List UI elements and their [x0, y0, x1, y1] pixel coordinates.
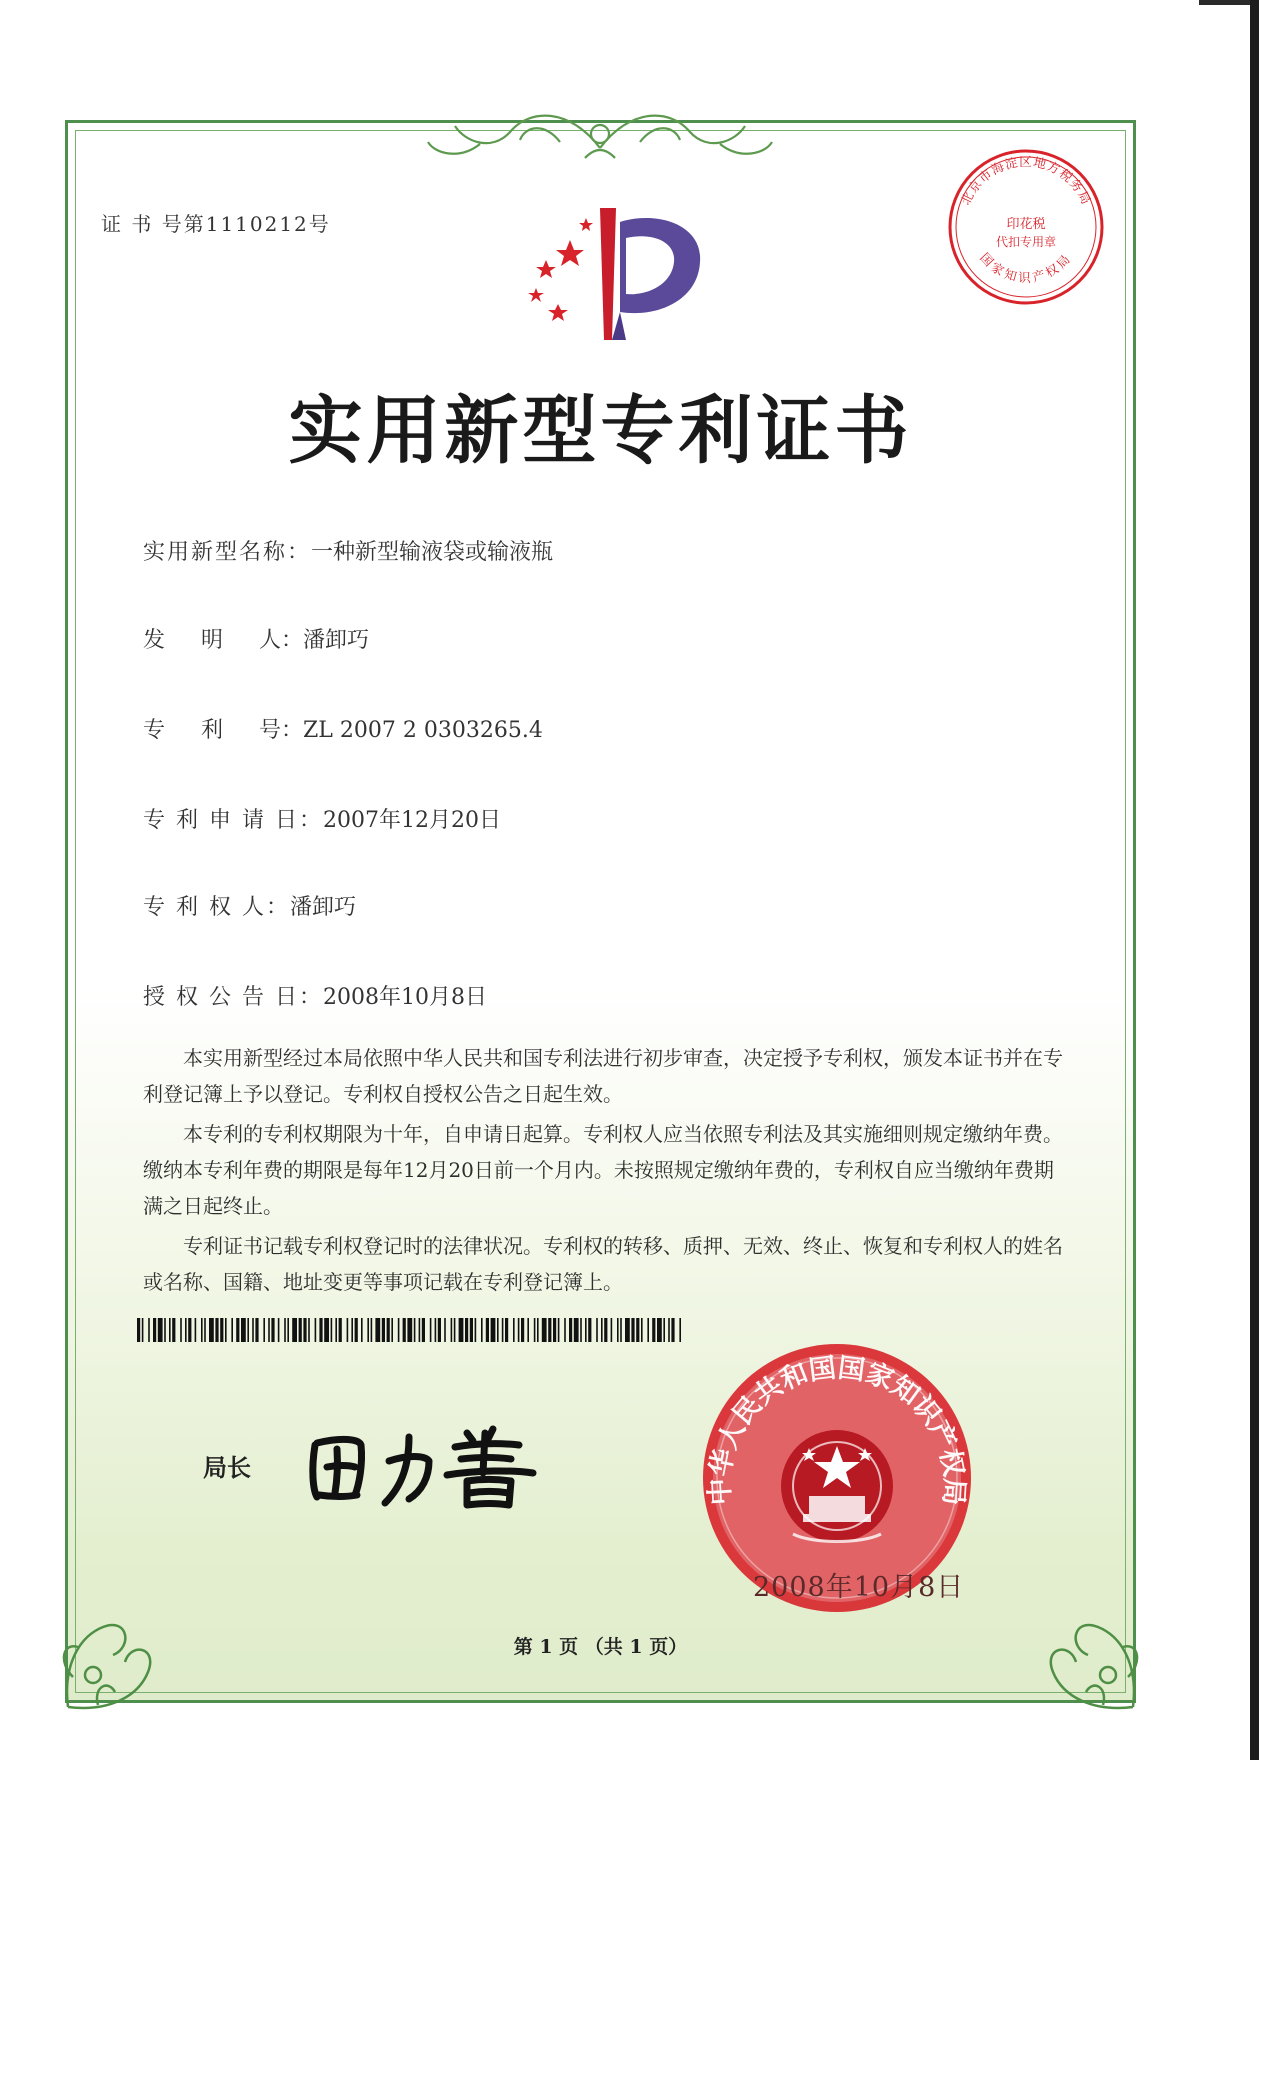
barcode-bar: [601, 1318, 603, 1342]
barcode-bar: [657, 1318, 662, 1342]
barcode-bar: [319, 1318, 322, 1342]
barcode-bar: [361, 1318, 363, 1342]
barcode-bar: [236, 1318, 239, 1342]
barcode-bar: [430, 1318, 432, 1342]
barcode-bar: [153, 1318, 156, 1342]
barcode-bar: [491, 1318, 496, 1342]
barcode-bar: [671, 1318, 674, 1342]
barcode-bar: [454, 1318, 456, 1342]
barcode-bar: [382, 1318, 385, 1342]
barcode-bar: [185, 1318, 187, 1342]
barcode-bar: [204, 1318, 206, 1342]
barcode-bar: [537, 1318, 539, 1342]
barcode-bar: [284, 1318, 286, 1342]
patent-certificate: [65, 120, 1136, 1703]
barcode-bar: [303, 1318, 306, 1342]
barcode-bar: [391, 1318, 393, 1342]
barcode-bar: [299, 1318, 302, 1342]
barcode-bar: [339, 1318, 342, 1342]
barcode-bar: [387, 1318, 390, 1342]
barcode-bar: [505, 1318, 508, 1342]
barcode-bar: [278, 1318, 280, 1342]
barcode-bar: [553, 1318, 556, 1342]
barcode-bar: [527, 1318, 529, 1342]
barcode-bar: [585, 1318, 587, 1342]
patent-office-logo-icon: [508, 200, 718, 350]
barcode-bar: [371, 1318, 373, 1342]
barcode-bar: [403, 1318, 406, 1342]
barcode-bar: [596, 1318, 598, 1342]
svg-text:国家知识产权局: 国家知识产权局: [977, 249, 1075, 285]
barcode-bar: [558, 1318, 560, 1342]
certificate-number: 证 书 号第1110212号: [101, 212, 331, 236]
barcode-bar: [324, 1318, 329, 1342]
barcode-bar: [641, 1318, 643, 1342]
tax-stamp-seal: [945, 146, 1107, 308]
barcode-bar: [164, 1318, 166, 1342]
patent-number-field: [143, 713, 543, 744]
barcode-bar: [263, 1318, 265, 1342]
barcode-bar: [355, 1318, 358, 1342]
barcode-bar: [209, 1318, 214, 1342]
barcode-bar: [459, 1318, 464, 1342]
field-value: 潘卸巧: [303, 628, 370, 653]
barcode-bar: [169, 1318, 171, 1342]
barcode-bar: [647, 1318, 649, 1342]
barcode-bar: [308, 1318, 310, 1342]
barcode-bar: [569, 1318, 572, 1342]
field-label: 号：: [259, 718, 304, 743]
filing-date-field: [143, 803, 501, 834]
barcode-bar: [475, 1318, 477, 1342]
barcode-bar: [465, 1318, 468, 1342]
field-label: 发: [143, 628, 166, 653]
utility-model-name-field: [143, 535, 553, 566]
barcode-bar: [580, 1318, 582, 1342]
barcode-bar: [252, 1318, 254, 1342]
barcode-bar: [679, 1318, 681, 1342]
barcode-bar: [158, 1318, 163, 1342]
barcode-bar: [172, 1318, 175, 1342]
barcode-bar: [398, 1318, 400, 1342]
barcode-bar: [631, 1318, 634, 1342]
barcode-bar: [287, 1318, 289, 1342]
legal-statement: [143, 1040, 1073, 1304]
barcode-bar: [451, 1318, 453, 1342]
barcode-bar: [419, 1318, 421, 1342]
barcode-bar: [414, 1318, 416, 1342]
barcode-bar: [574, 1318, 579, 1342]
field-value: ZL 2007 2 0303265.4: [303, 718, 543, 743]
barcode-bar: [604, 1318, 607, 1342]
field-label: 人：: [259, 628, 304, 653]
patentee-field: [143, 890, 356, 921]
statement-paragraph: 专利证书记载专利权登记时的法律状况。专利权的转移、质押、无效、终止、恢复和专利权人的姓名或名称、国籍、地址变更等事项记载在专利登记簿上。: [143, 1234, 1063, 1294]
barcode-bar: [215, 1318, 218, 1342]
field-label: 明: [201, 628, 224, 653]
barcode-bar: [534, 1318, 536, 1342]
barcode-bar: [247, 1318, 249, 1342]
barcode-bar: [438, 1318, 441, 1342]
page-indicator: 第 1 页 （共 1 页）: [513, 1636, 688, 1658]
statement-paragraph: 本专利的专利权期限为十年，自申请日起算。专利权人应当依照专利法及其实施细则规定缴纳年费。缴纳本专利年费的期限是每年12月20日前一个月内。未按照规定缴纳年费的，专利权自应当缴纳年费期满之日起终止。: [143, 1122, 1063, 1218]
barcode-bar: [331, 1318, 333, 1342]
barcode-bar: [513, 1318, 515, 1342]
barcode-bar: [542, 1318, 547, 1342]
barcode-bar: [137, 1318, 140, 1342]
field-label: 利: [201, 718, 224, 743]
barcode-bar: [435, 1318, 437, 1342]
field-label: 专 利 权 人：: [143, 895, 290, 920]
scan-edge: [1250, 0, 1259, 1760]
barcode-bar: [375, 1318, 380, 1342]
barcode-bar: [148, 1318, 150, 1342]
barcode-bar: [481, 1318, 483, 1342]
barcode-bar: [220, 1318, 223, 1342]
barcode-bar: [407, 1318, 412, 1342]
barcode-bar: [201, 1318, 203, 1342]
barcode-bar: [142, 1318, 144, 1342]
barcode-bar: [663, 1318, 665, 1342]
field-value: 2007年12月20日: [322, 808, 501, 833]
barcode-bar: [497, 1318, 499, 1342]
top-ornament-icon: [420, 98, 780, 168]
barcode-bar: [502, 1318, 504, 1342]
field-label: 专: [143, 718, 166, 743]
certificate-title: 实用新型专利证书: [288, 388, 913, 474]
svg-text:北京市海淀区地方税务局: 北京市海淀区地方税务局: [957, 154, 1095, 208]
barcode-bar: [180, 1318, 182, 1342]
barcode-bar: [611, 1318, 613, 1342]
barcode-bar: [588, 1318, 591, 1342]
director-signature: [297, 1415, 557, 1510]
barcode-bar: [335, 1318, 337, 1342]
barcode-bar: [625, 1318, 630, 1342]
director-label: 局长: [203, 1453, 251, 1482]
barcode-bar: [292, 1318, 297, 1342]
barcode-bar: [486, 1318, 489, 1342]
barcode-bar: [231, 1318, 233, 1342]
barcode-bar: [470, 1318, 473, 1342]
barcode-bar: [617, 1318, 619, 1342]
barcode-bar: [195, 1318, 197, 1342]
barcode-bar: [225, 1318, 227, 1342]
barcode-bar: [315, 1318, 317, 1342]
field-value: 2008年10月8日: [322, 985, 487, 1010]
field-label: 专 利 申 请 日：: [143, 808, 323, 833]
issue-date: 2008年10月8日: [753, 1572, 965, 1603]
barcode-bar: [518, 1318, 520, 1342]
barcode-bar: [636, 1318, 639, 1342]
barcode-bar: [351, 1318, 353, 1342]
inventor-field: [143, 623, 369, 654]
barcode-bar: [271, 1318, 274, 1342]
field-value: 一种新型输液袋或输液瓶: [311, 540, 554, 565]
barcode-bar: [347, 1318, 349, 1342]
field-label: 实用新型名称：: [143, 540, 312, 565]
barcode-bar: [422, 1318, 425, 1342]
svg-text:中华人民共和国国家知识产权局: 中华人民共和国国家知识产权局: [704, 1352, 970, 1506]
svg-text:代扣专用章: 代扣专用章: [995, 235, 1057, 249]
barcode-bar: [241, 1318, 246, 1342]
svg-text:印花税: 印花税: [1006, 217, 1046, 232]
statement-paragraph: 本实用新型经过本局依照中华人民共和国专利法进行初步审查，决定授予专利权，颁发本证书并在专利登记簿上予以登记。专利权自授权公告之日起生效。: [143, 1046, 1063, 1106]
barcode: [137, 1318, 682, 1342]
barcode-bar: [367, 1318, 369, 1342]
barcode-bar: [188, 1318, 191, 1342]
grant-date-field: [143, 980, 487, 1011]
barcode-bar: [444, 1318, 446, 1342]
field-label: 授 权 公 告 日：: [143, 985, 323, 1010]
barcode-bar: [652, 1318, 655, 1342]
barcode-bar: [548, 1318, 551, 1342]
field-value: 潘卸巧: [289, 895, 356, 920]
barcode-bar: [564, 1318, 566, 1342]
barcode-bar: [255, 1318, 258, 1342]
barcode-bar: [668, 1318, 670, 1342]
barcode-bar: [521, 1318, 524, 1342]
barcode-bar: [620, 1318, 622, 1342]
barcode-bar: [268, 1318, 270, 1342]
